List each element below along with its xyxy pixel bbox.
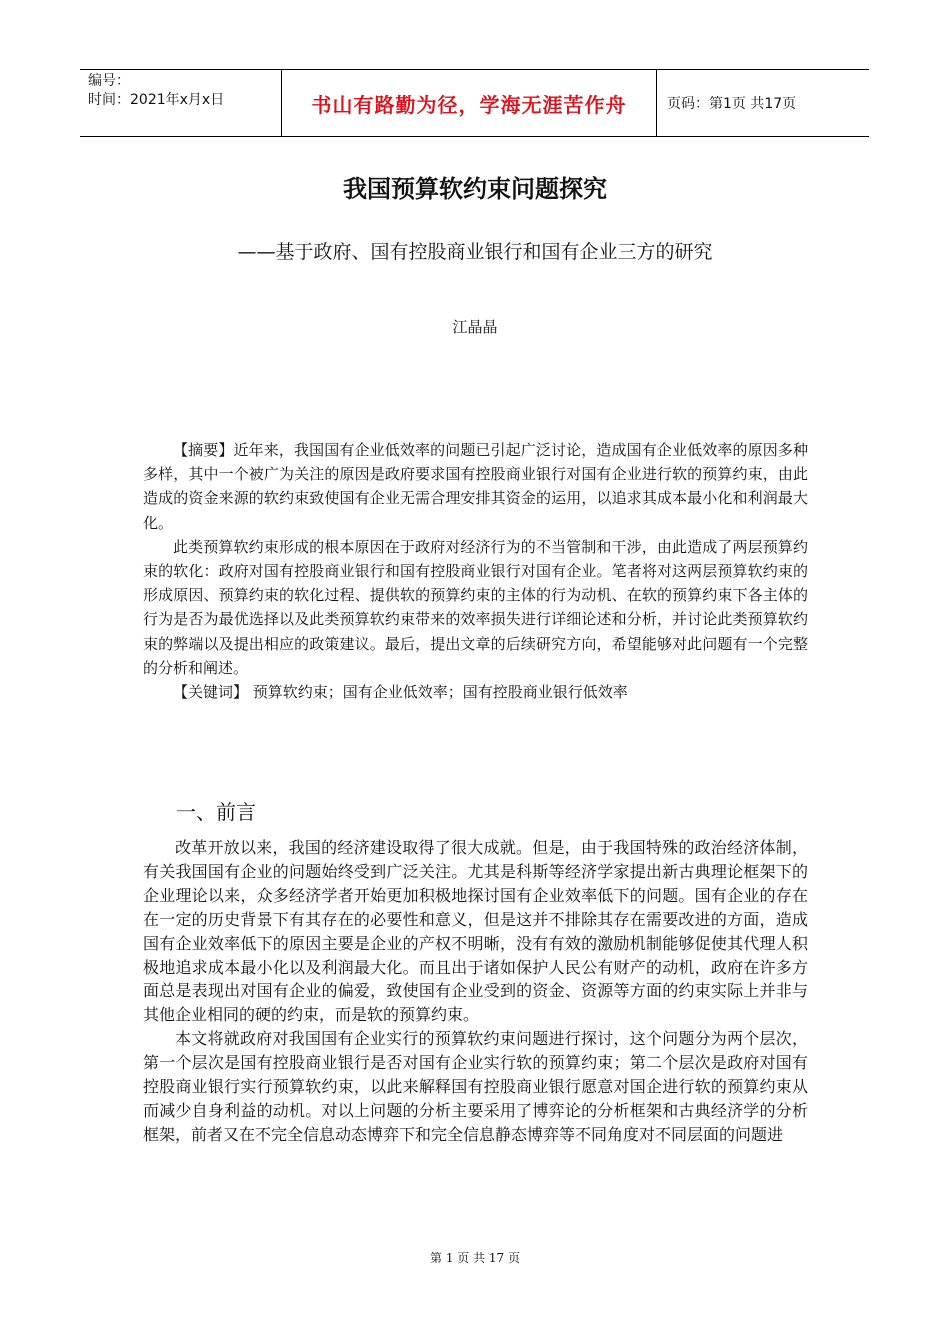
body-paragraph-1: 改革开放以来，我国的经济建设取得了很大成就。但是，由于我国特殊的政治经济体制，有关我国国有企业的问题始终受到广泛关注。尤其是科斯等经济学家提出新古典理论框架下的企业理论以来，众多经济学者开始更加积极地探讨国有企业效率低下的问题。国有企业的存在在一定的历史背景下有其存在的必要性和意义，但是这并不排除其存在需要改进的方面，造成国有企业效率低下的原因主要是企业的产权不明晰，没有有效的激励机制能够促使其代理人积极地追求成本最小化以及利润最大化。而且出于诸如保护人民公有财产的动机，政府在许多方面总是表现出对国有企业的偏爱，致使国有企业受到的资金、资源等方面的约束实际上并非与其他企业相同的硬的约束，而是软的预算约束。 <box>143 838 808 1025</box>
keywords-label: 【关键词】 <box>173 683 249 702</box>
document-author: 江晶晶 <box>452 318 498 336</box>
body-paragraph-2: 本文将就政府对我国国有企业实行的预算软约束问题进行探讨，这个问题分为两个层次，第一个层次是国有控股商业银行是否对国有企业实行软的预算约束；第二个层次是政府对国有控股商业银行实行预算软约束，以此来解释国有控股商业银行愿意对国企进行软的预算约束从而减少自身利益的动机。对以上问题的分析主要采用了博弈论的分析框架和古典经济学的分析框架，前者又在不完全信息动态博弈下和完全信息静态博弈等不同角度对不同层面的问题进 <box>143 1029 808 1144</box>
abstract-paragraph-1 <box>143 438 808 535</box>
keywords-line <box>143 680 808 704</box>
document-subtitle: ——基于政府、国有控股商业银行和国有企业三方的研究 <box>237 241 713 263</box>
page-footer: 第 1 页 共 17 页 <box>430 1251 520 1265</box>
section-heading-preface: 一、前言 <box>176 800 256 824</box>
header-page-label: 页码：第1页 共17页 <box>667 96 797 112</box>
header-table <box>80 69 869 137</box>
header-meta-cell <box>80 70 281 136</box>
keywords-text: 预算软约束；国有企业低效率；国有控股商业银行低效率 <box>248 683 628 702</box>
section-body <box>143 836 808 1147</box>
abstract-block <box>143 438 808 704</box>
header-motto: 书山有路勤为径，学海无涯苦作舟 <box>281 70 657 136</box>
abstract-paragraph-2: 此类预算软约束形成的根本原因在于政府对经济行为的不当管制和干涉，由此造成了两层预算约束的软化：政府对国有控股商业银行和国有控股商业银行对国有企业。笔者将对这两层预算软约束的形成原因、预算约束的软化过程、提供软的预算约束的主体的行为动机、在软的预算约束下各主体的行为是否为最优选择以及此类预算软约束带来的效率损失进行详细论述和分析，并讨论此类预算软约束的弊端以及提出相应的政策建议。最后，提出文章的后续研究方向，希望能够对此问题有一个完整的分析和阐述。 <box>143 537 808 677</box>
abstract-label: 【摘要】 <box>173 441 234 459</box>
document-title: 我国预算软约束问题探究 <box>343 175 607 203</box>
abstract-text-1: 近年来，我国国有企业低效率的问题已引起广泛讨论，造成国有企业低效率的原因多种多样，其中一个被广为关注的原因是政府要求国有控股商业银行对国有企业进行软的预算约束，由此造成的资金来源的软约束致使国有企业无需合理安排其资金的运用，以追求其成本最小化和利润最大化。 <box>143 441 808 532</box>
document-number-label: 编号： <box>88 73 130 89</box>
document-time-label: 时间：2021年x月x日 <box>88 92 225 108</box>
